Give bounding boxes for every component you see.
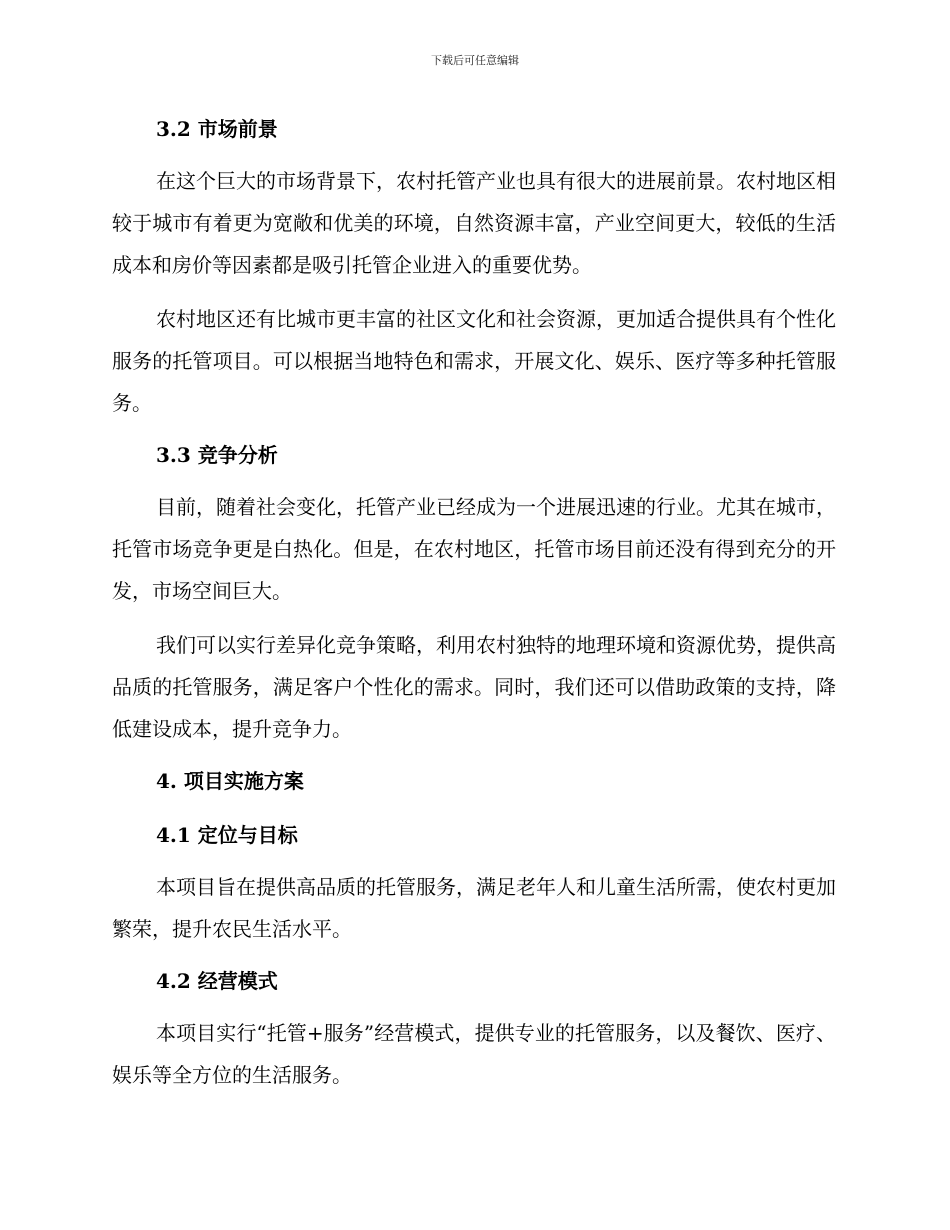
paragraph: 我们可以实行差异化竞争策略，利用农村独特的地理环境和资源优势，提供高品质的托管服务，满足客户个性化的需求。同时，我们还可以借助政策的支持，降低建设成本，提升竞争力。 — [112, 633, 836, 741]
paragraph: 本项目实行“托管+服务”经营模式，提供专业的托管服务，以及餐饮、医疗、娱乐等全方位的生活服务。 — [112, 1021, 836, 1087]
paragraph: 在这个巨大的市场背景下，农村托管产业也具有很大的进展前景。农村地区相较于城市有着更为宽敞和优美的环境，自然资源丰富，产业空间更大，较低的生活成本和房价等因素都是吸引托管企业进入的重要优势。 — [112, 169, 836, 277]
section-heading-3-2: 3.2 市场前景 — [156, 117, 278, 141]
paragraph: 本项目旨在提供高品质的托管服务，满足老年人和儿童生活所需，使农村更加繁荣，提升农民生活水平。 — [112, 875, 836, 941]
section-heading-3-3: 3.3 竞争分析 — [156, 443, 278, 467]
paragraph: 农村地区还有比城市更丰富的社区文化和社会资源，更加适合提供具有个性化服务的托管项目。可以根据当地特色和需求，开展文化、娱乐、医疗等多种托管服务。 — [112, 307, 836, 415]
section-heading-4-1: 4.1 定位与目标 — [156, 823, 298, 847]
document-body — [112, 110, 836, 1096]
section-heading-4-2: 4.2 经营模式 — [156, 969, 278, 993]
section-heading-4: 4. 项目实施方案 — [156, 769, 304, 793]
paragraph: 目前，随着社会变化，托管产业已经成为一个进展迅速的行业。尤其在城市，托管市场竞争更是白热化。但是，在农村地区，托管市场目前还没有得到充分的开发，市场空间巨大。 — [112, 495, 836, 603]
running-header: 下载后可任意编辑 — [431, 54, 519, 67]
